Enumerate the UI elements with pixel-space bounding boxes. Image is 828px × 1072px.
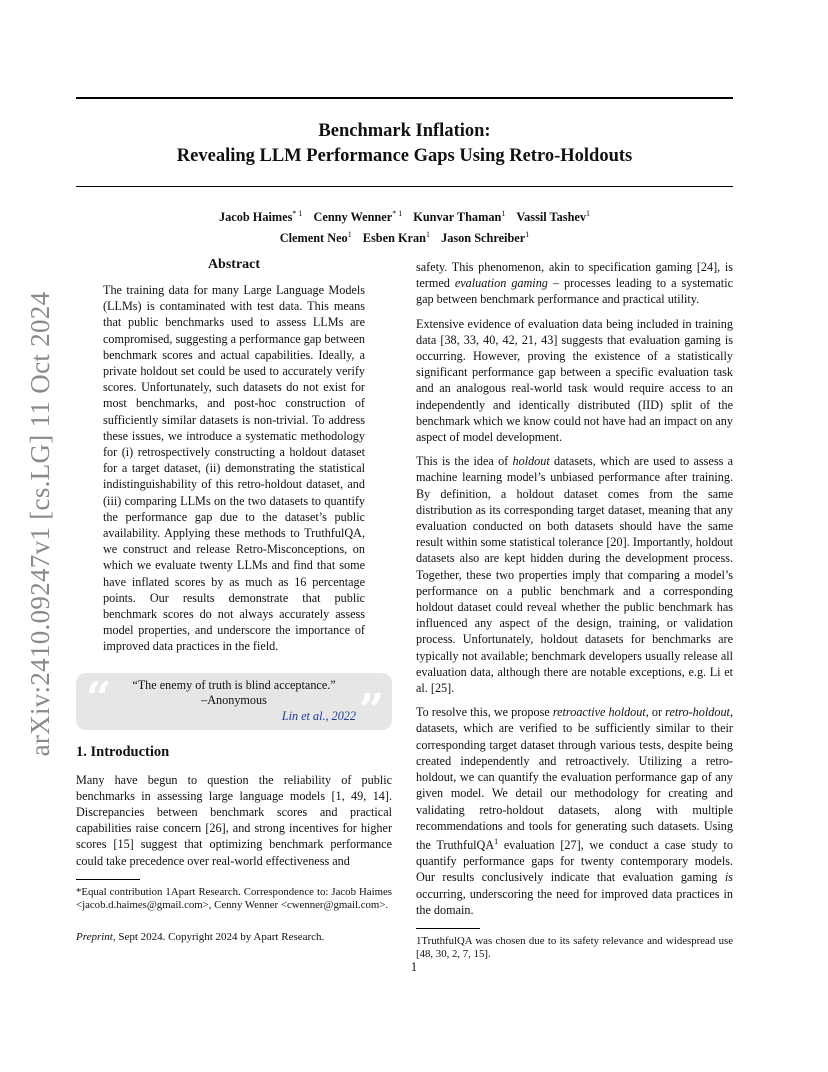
body-paragraph-holdout: This is the idea of holdout datasets, which are used to assess a machine learning model’s unbiased performance after training. By definition, a holdout dataset comes from the same distribution as its corresponding target dataset, meaning that any evaluation conducted on both datasets should have the same result within some statistical tolerance [20]. Importantly, holdout datasets also are kept hidden during the development process. Together, these two properties imply that comparing a model’s performance on a public benchmark and a corresponding holdout dataset could reveal whether the public benchmark has influenced any aspect of the design, training, or validation process. Unfortunately, holdout datasets for benchmarks are typically not available; benchmark developers usually release all evaluation data, although there are notable exceptions, e.g. Li et al. [25]. — [416, 454, 733, 696]
left-column — [76, 254, 392, 943]
title-rule-top — [76, 97, 733, 99]
epigraph-citation-link[interactable]: Lin et al., 2022 — [281, 708, 356, 723]
open-quote-icon: “ — [86, 672, 112, 724]
author: Jason Schreiber$^1$ — [441, 230, 530, 246]
footnote-affiliation: *Equal contribution 1Apart Research. Correspondence to: Jacob Haimes <jacob.d.haimes@gmail.com>, Cenny Wenner <cwenner@gmail.com>. — [76, 885, 392, 912]
epigraph-author: –Anonymous — [201, 692, 267, 707]
author-row-2 — [76, 226, 733, 247]
abstract-heading: Abstract — [207, 257, 261, 272]
section-heading-introduction: 1. Introduction — [76, 743, 170, 760]
author: Vassil Tashev$^1$ — [516, 209, 591, 225]
paper-title — [76, 119, 733, 169]
author: Esben Kran$^1$ — [362, 230, 430, 246]
preprint-notice: Preprint, Sept 2024. Copyright 2024 by Apart Research. — [76, 930, 325, 943]
author: Jacob Haimes$^{* 1}$ — [218, 209, 303, 225]
footnote-rule-right — [416, 928, 480, 929]
author: Clement Neo$^1$ — [279, 230, 352, 246]
footnote-rule — [76, 879, 140, 880]
abstract-text: The training data for many Large Language Models (LLMs) is contaminated with test data. This means that public benchmarks used to assess LLMs are compromised, suggesting a performance gap between benchmark scores and actual capabilities. Ideally, a private holdout set could be used to accurately verify scores. Unfortunately, such datasets do not exist for most benchmarks, and post-hoc construction of sufficiently similar datasets is non-trivial. To address these issues, we introduce a systematic methodology for (i) retrospectively constructing a holdout dataset for a target dataset, (ii) demonstrating the statistical indistinguishability of this retro-holdout dataset, and (iii) comparing LLMs on the two datasets to quantify the performance gap due to the dataset’s public availability. Applying these methods to TruthfulQA, we construct and release Retro-Misconceptions, on which we evaluate twenty LLMs and find that some have inflated scores by as much as 16 percentage points. Our results demonstrate that public benchmark scores do not always accurately assess model properties, and underscore the importance of improved data practices in the field. — [103, 283, 365, 654]
page-number: 1 — [410, 960, 418, 974]
footnote-truthfulqa: 1TruthfulQA was chosen due to its safety relevance and widespread use [48, 30, 2, 7, 15]. — [416, 934, 733, 961]
epigraph-box — [76, 672, 392, 736]
author-row-1 — [76, 205, 733, 226]
body-paragraph-safety: safety. This phenomenon, akin to specification gaming [24], is termed evaluation gaming – processes leading to a systematic gap between benchmark performance and practical utility. — [416, 260, 733, 307]
epigraph-quote: “The enemy of truth is blind acceptance.” — [132, 677, 336, 692]
arxiv-stamp: arXiv:2410.09247v1 [cs.LG] 11 Oct 2024 — [25, 291, 55, 757]
intro-paragraph-1: Many have begun to question the reliability of public benchmarks in assessing large language models [1, 49, 14]. Discrepancies between benchmark scores and practical capabilities raise concern [26], and strong incentives for higher scores [15] suggest that optimizing benchmark performance could take precedence over real-world effectiveness and — [76, 772, 392, 868]
close-quote-icon: ” — [358, 684, 384, 736]
title-line-2: Revealing LLM Performance Gaps Using Retro-Holdouts — [176, 146, 633, 166]
arxiv-stamp-container — [20, 289, 60, 759]
author: Kunvar Thaman$^1$ — [413, 209, 506, 225]
body-paragraph-evidence: Extensive evidence of evaluation data being included in training data [38, 33, 40, 42, 21, 43] suggests that evaluation gaming is occurring. However, proving the existence of a statistically significant performance gap between a specific evaluation task and an analogous real-world task would require access to an independently and identically distributed (IID) split of the benchmark which we know could not have had an impact on any aspect of model development. — [416, 316, 733, 445]
author-list — [76, 205, 733, 247]
right-column — [416, 259, 733, 962]
epigraph-text — [76, 678, 392, 708]
body-paragraph-retro-holdout: To resolve this, we propose retroactive holdout, or retro-holdout, datasets, which are verified to be sufficiently similar to their corresponding target dataset through various tests, despite being created independently and retroactively. Utilizing a retro-holdout, we can quantify the evaluation performance gap of any given model. We detail our methodology for creating and validating retro-holdout datasets, along with multiple recommendations and tools for generating such datasets. Using the TruthfulQA$^1$ evaluation [27], we conduct a case study to quantify performance gaps for twenty contemporary models. Our results conclusively indicate that evaluation gaming is occurring, underscoring the need for improved data practices in the domain. — [416, 705, 733, 917]
title-line-1: Benchmark Inflation: — [318, 121, 491, 141]
author: Cenny Wenner$^{* 1}$ — [313, 209, 403, 225]
title-rule-bottom — [76, 186, 733, 187]
